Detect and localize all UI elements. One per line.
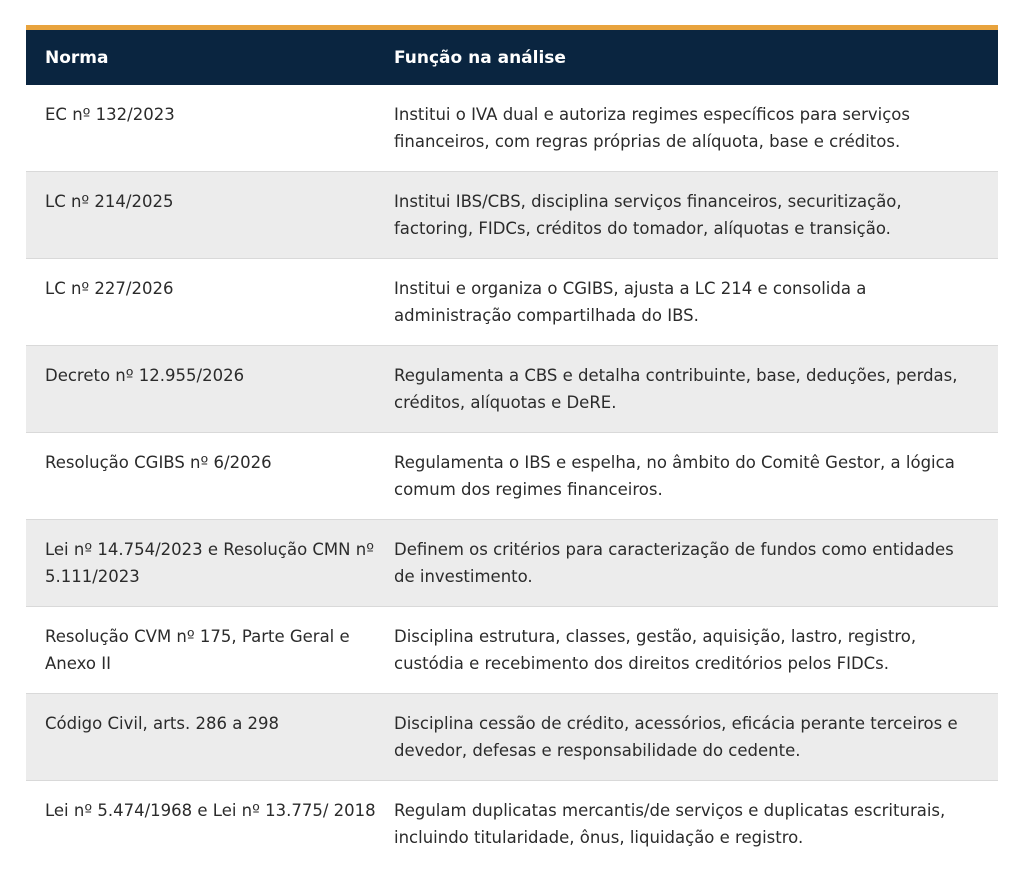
cell-norma: Resolução CGIBS nº 6/2026 (45, 453, 272, 472)
table-row (26, 172, 998, 259)
table-row (26, 607, 998, 694)
cell-norma: Lei nº 14.754/2023 e Resolução CMN nº 5.111/2023 (45, 540, 374, 586)
cell-funcao: Disciplina estrutura, classes, gestão, aquisição, lastro, registro, custódia e recebimento dos direitos creditórios pelos FIDCs. (394, 627, 917, 673)
cell-funcao: Regulam duplicatas mercantis/de serviços e duplicatas escriturais, incluindo titularidade, ônus, liquidação e registro. (394, 801, 946, 847)
cell-norma: Código Civil, arts. 286 a 298 (45, 714, 280, 733)
header-funcao: Função na análise (394, 47, 566, 68)
table-header (26, 30, 998, 85)
cell-norma: Resolução CVM nº 175, Parte Geral e Anexo II (45, 627, 350, 673)
cell-funcao: Definem os critérios para caracterização de fundos como entidades de investimento. (394, 540, 954, 586)
table-row (26, 694, 998, 781)
cell-funcao: Institui IBS/CBS, disciplina serviços financeiros, securitização, factoring, FIDCs, créditos do tomador, alíquotas e transição. (394, 192, 902, 238)
cell-norma: Decreto nº 12.955/2026 (45, 366, 245, 385)
cell-funcao: Regulamenta a CBS e detalha contribuinte, base, deduções, perdas, créditos, alíquotas e DeRE. (394, 366, 958, 412)
cell-funcao: Disciplina cessão de crédito, acessórios, eficácia perante terceiros e devedor, defesas e responsabilidade do cedente. (394, 714, 958, 760)
cell-norma: LC nº 227/2026 (45, 279, 174, 298)
header-norma: Norma (45, 47, 109, 68)
cell-funcao: Institui o IVA dual e autoriza regimes específicos para serviços financeiros, com regras próprias de alíquota, base e créditos. (394, 105, 910, 151)
cell-norma: Lei nº 5.474/1968 e Lei nº 13.775/ 2018 (45, 801, 376, 820)
cell-norma: EC nº 132/2023 (45, 105, 175, 124)
cell-funcao: Institui e organiza o CGIBS, ajusta a LC 214 e consolida a administração compartilhada do IBS. (394, 279, 867, 325)
table-row (26, 781, 998, 868)
table-row (26, 520, 998, 607)
table-row (26, 346, 998, 433)
table-row (26, 85, 998, 172)
table-row (26, 259, 998, 346)
cell-norma: LC nº 214/2025 (45, 192, 174, 211)
norms-table (26, 25, 998, 868)
cell-funcao: Regulamenta o IBS e espelha, no âmbito do Comitê Gestor, a lógica comum dos regimes financeiros. (394, 453, 955, 499)
table-row (26, 433, 998, 520)
